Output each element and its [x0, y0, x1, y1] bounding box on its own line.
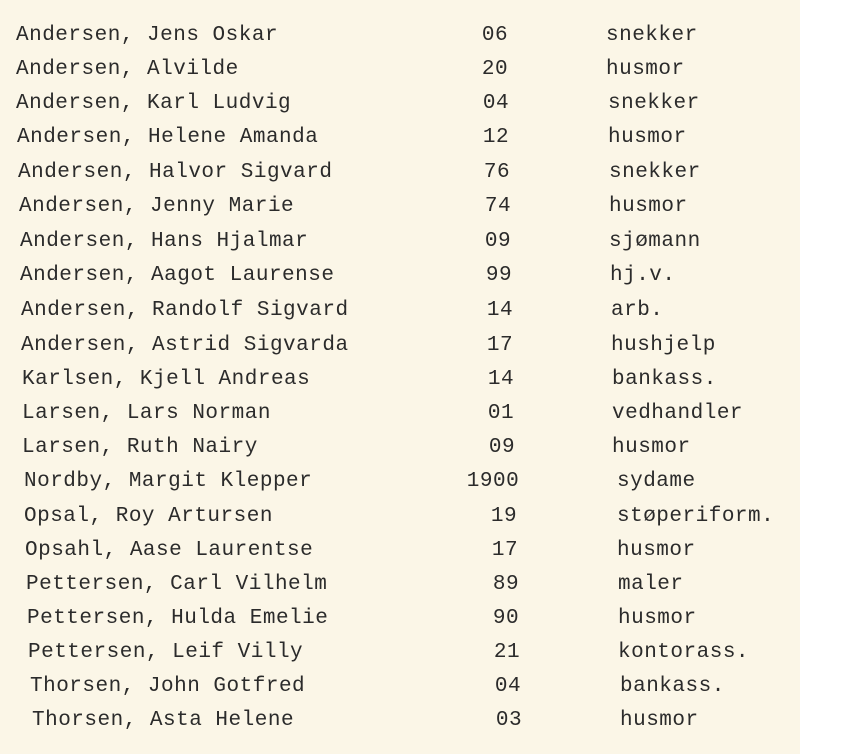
- person-name: Andersen, Helene Amanda: [17, 126, 319, 149]
- person-name: Pettersen, Leif Villy: [28, 641, 304, 664]
- register-row: [0, 431, 800, 465]
- person-name: Pettersen, Carl Vilhelm: [26, 573, 328, 596]
- occupation: hj.v.: [610, 264, 676, 287]
- birth-year: 03: [495, 709, 523, 732]
- register-row: [0, 397, 800, 431]
- occupation: sjømann: [609, 230, 701, 253]
- register-row: [0, 294, 800, 328]
- occupation: bankass.: [620, 675, 725, 698]
- occupation: snekker: [608, 92, 700, 115]
- occupation: husmor: [608, 126, 687, 149]
- occupation: arb.: [611, 299, 664, 322]
- birth-year: 76: [483, 161, 511, 184]
- occupation: snekker: [606, 24, 698, 47]
- person-name: Larsen, Ruth Nairy: [22, 436, 258, 459]
- register-row: [0, 704, 800, 738]
- person-name: Larsen, Lars Norman: [22, 402, 271, 425]
- birth-year: 21: [493, 641, 521, 664]
- register-row: [0, 225, 800, 259]
- person-name: Andersen, Randolf Sigvard: [21, 299, 349, 322]
- register-row: [0, 534, 800, 568]
- register-row: [0, 156, 800, 190]
- person-name: Andersen, Astrid Sigvarda: [21, 334, 349, 357]
- person-name: Nordby, Margit Klepper: [24, 470, 313, 493]
- occupation: husmor: [620, 709, 699, 732]
- occupation: maler: [618, 573, 684, 596]
- register-row: [0, 363, 800, 397]
- birth-year: 06: [481, 24, 509, 47]
- register-row: [0, 19, 800, 53]
- person-name: Andersen, Jenny Marie: [19, 195, 295, 218]
- occupation: støperiform.: [617, 505, 775, 528]
- occupation: sydame: [617, 470, 696, 493]
- person-name: Thorsen, Asta Helene: [32, 709, 295, 732]
- register-row: [0, 568, 800, 602]
- occupation: vedhandler: [612, 402, 744, 425]
- person-name: Andersen, Hans Hjalmar: [20, 230, 309, 253]
- occupation: husmor: [612, 436, 691, 459]
- occupation: snekker: [609, 161, 701, 184]
- birth-year: 14: [486, 299, 514, 322]
- birth-year: 90: [492, 607, 520, 630]
- occupation: husmor: [609, 195, 688, 218]
- birth-year: 74: [484, 195, 512, 218]
- person-name: Andersen, Karl Ludvig: [16, 92, 292, 115]
- person-name: Andersen, Halvor Sigvard: [18, 161, 333, 184]
- register-row: [0, 259, 800, 293]
- page-margin: [800, 0, 860, 754]
- birth-year: 17: [486, 334, 514, 357]
- occupation: husmor: [618, 607, 697, 630]
- occupation: husmor: [606, 58, 685, 81]
- register-row: [0, 329, 800, 363]
- occupation: hushjelp: [611, 334, 716, 357]
- person-name: Andersen, Aagot Laurense: [20, 264, 335, 287]
- person-name: Andersen, Alvilde: [16, 58, 239, 81]
- register-row: [0, 602, 800, 636]
- birth-year: 14: [487, 368, 515, 391]
- register-row: [0, 53, 800, 87]
- person-name: Thorsen, John Gotfred: [30, 675, 306, 698]
- birth-year: 17: [491, 539, 519, 562]
- birth-year: 19: [490, 505, 518, 528]
- birth-year: 04: [482, 92, 510, 115]
- birth-year: 20: [481, 58, 509, 81]
- birth-year: 1900: [466, 470, 520, 493]
- person-name: Opsal, Roy Artursen: [24, 505, 273, 528]
- birth-year: 89: [492, 573, 520, 596]
- person-name: Opsahl, Aase Laurentse: [25, 539, 314, 562]
- register-row: [0, 636, 800, 670]
- occupation: bankass.: [612, 368, 717, 391]
- register-row: [0, 500, 800, 534]
- person-name: Karlsen, Kjell Andreas: [22, 368, 311, 391]
- birth-year: 09: [488, 436, 516, 459]
- person-name: Pettersen, Hulda Emelie: [27, 607, 329, 630]
- birth-year: 99: [485, 264, 513, 287]
- occupation: kontorass.: [618, 641, 750, 664]
- birth-year: 12: [482, 126, 510, 149]
- birth-year: 01: [487, 402, 515, 425]
- birth-year: 09: [484, 230, 512, 253]
- register-row: [0, 670, 800, 704]
- birth-year: 04: [494, 675, 522, 698]
- person-name: Andersen, Jens Oskar: [16, 24, 279, 47]
- register-row: [0, 87, 800, 121]
- register-row: [0, 121, 800, 155]
- register-row: [0, 465, 800, 499]
- register-row: [0, 190, 800, 224]
- occupation: husmor: [617, 539, 696, 562]
